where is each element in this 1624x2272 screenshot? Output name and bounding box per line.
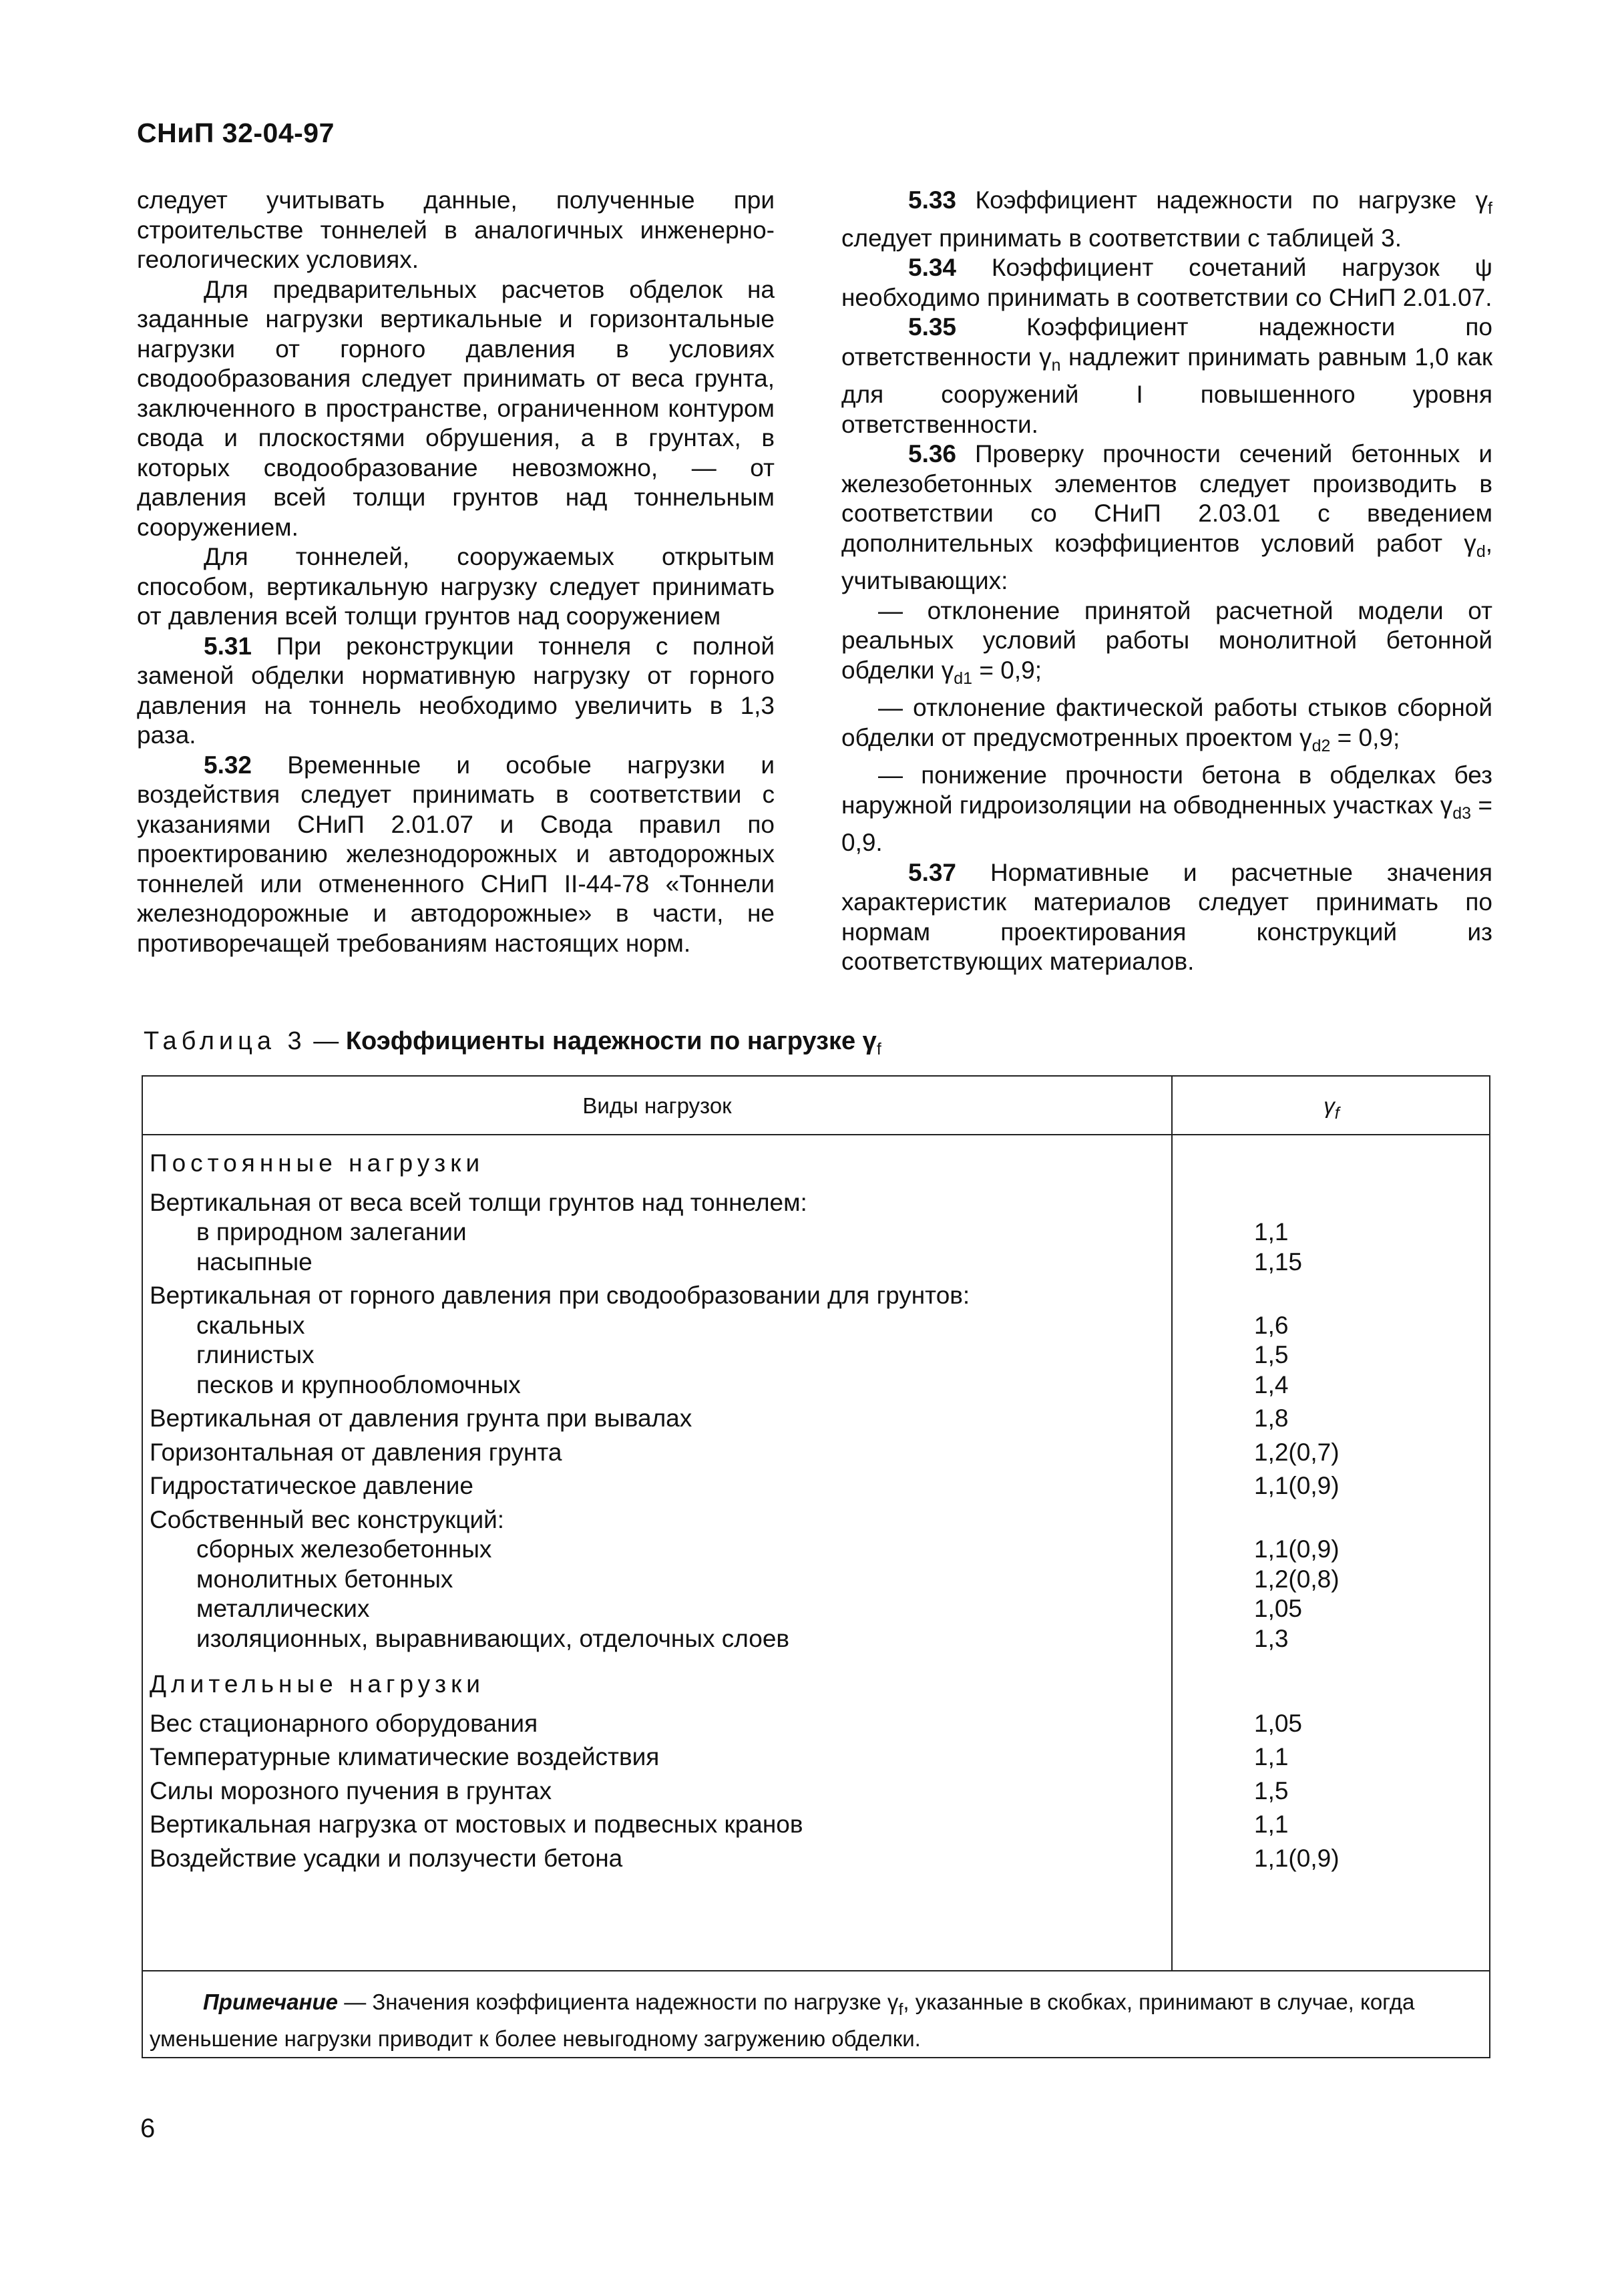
table-row xyxy=(143,1311,1489,1341)
paragraph-5-37 xyxy=(841,858,1492,977)
table-row xyxy=(143,1404,1489,1434)
list-item-d2 xyxy=(841,693,1492,761)
document-code: СНиП 32-04-97 xyxy=(137,118,335,148)
row-group xyxy=(143,1776,1489,1807)
left-text-column xyxy=(137,186,775,958)
table-row xyxy=(143,1340,1489,1370)
note-text: , указанные в скобках, принимают в случае, когда уменьшение нагрузки приводит к более невыгодному загружению обделки. xyxy=(150,1990,1415,2051)
clause-text: При реконструкции тоннеля с полной заменой обделки нормативную нагрузку от горного давления на тоннель необходимо увеличить в 1,3 раза. xyxy=(137,632,775,749)
row-label: Гидростатическое давление xyxy=(150,1472,473,1499)
list-text: = 0,9; xyxy=(972,656,1042,684)
paragraph-5-31 xyxy=(137,632,775,751)
table-row xyxy=(143,1624,1489,1654)
subscript: f xyxy=(898,2000,903,2019)
right-text-column xyxy=(841,186,1492,977)
clause-text: надлежит принимать равным 1,0 как для сооружений I повышенного уровня ответственности. xyxy=(841,343,1493,438)
section-permanent-loads: Постоянные нагрузки xyxy=(150,1149,485,1177)
row-label: монолитных бетонных xyxy=(196,1565,453,1593)
row-value: 1,2(0,8) xyxy=(1254,1565,1340,1593)
clause-text: следует принимать в соответствии с таблицей 3. xyxy=(841,224,1402,252)
row-label: Вес стационарного оборудования xyxy=(150,1709,538,1737)
row-label: глинистых xyxy=(196,1341,315,1368)
row-label: Температурные климатические воздействия xyxy=(150,1743,660,1770)
table-note xyxy=(143,1971,1489,2054)
row-value: 1,2(0,7) xyxy=(1254,1438,1340,1466)
table-row xyxy=(143,1248,1489,1278)
row-label: Воздействие усадки и ползучести бетона xyxy=(150,1844,623,1872)
table-row xyxy=(143,1281,1489,1311)
row-value: 1,5 xyxy=(1254,1341,1289,1368)
paragraph-open-method: Для тоннелей, сооружаемых открытым способом, вертикальную нагрузку следует принимать от давления всей толщи грунтов над сооружением xyxy=(137,543,775,630)
paragraph-5-35 xyxy=(841,313,1492,439)
clause-text: Коэффициент надежности по ответственности γ xyxy=(841,313,1492,371)
paragraph-preliminary-calc: Для предварительных расчетов обделок на заданные нагрузки вертикальные и горизонтальные нагрузки от горного давления в условиях сводообразования следует принимать от веса грунта, заключенного в пространстве, ограниченном контуром свода и плоскостями обрушения, а в грунтах, в которых сводообразование невозможно, — от давления всей толщи грунтов над тоннельным сооружением. xyxy=(137,275,775,541)
column-header-gamma xyxy=(1171,1093,1492,1123)
clause-number: 5.35 xyxy=(908,313,957,341)
list-text: — отклонение фактической работы стыков сборной обделки от предусмотренных проектом γ xyxy=(841,694,1492,751)
row-value: 1,1 xyxy=(1254,1811,1289,1838)
list-text: = 0,9. xyxy=(841,791,1493,856)
row-title: Собственный вес конструкций: xyxy=(150,1505,505,1533)
row-value: 1,1 xyxy=(1254,1743,1289,1770)
row-value: 1,8 xyxy=(1254,1404,1289,1432)
row-value: 1,3 xyxy=(1254,1624,1289,1652)
subscript: d2 xyxy=(1311,736,1331,755)
table-caption-dash: — xyxy=(306,1027,346,1055)
table-row xyxy=(143,1505,1489,1535)
clause-text: , учитывающих: xyxy=(841,529,1492,594)
clause-number: 5.32 xyxy=(204,751,252,779)
row-group xyxy=(143,1810,1489,1840)
row-value: 1,5 xyxy=(1254,1776,1289,1805)
clause-number: 5.36 xyxy=(908,440,957,467)
list-text: = 0,9; xyxy=(1330,723,1400,751)
table-row xyxy=(143,1742,1489,1772)
clause-text: Нормативные и расчетные значения характеристик материалов следует принимать по нормам проектирования конструкций из соответствующих материалов. xyxy=(841,858,1492,975)
row-group xyxy=(143,1709,1489,1739)
row-group xyxy=(143,1281,1489,1400)
row-label: Вертикальная нагрузка от мостовых и подвесных кранов xyxy=(150,1811,803,1838)
clause-number: 5.37 xyxy=(908,858,957,886)
paragraph-5-33 xyxy=(841,186,1492,253)
subscript: n xyxy=(1051,355,1061,375)
row-label: в природном залегании xyxy=(196,1218,467,1246)
clause-number: 5.31 xyxy=(204,632,252,660)
row-value: 1,15 xyxy=(1254,1248,1303,1276)
row-value: 1,1(0,9) xyxy=(1254,1472,1340,1499)
row-value: 1,4 xyxy=(1254,1370,1289,1398)
table-row xyxy=(143,1810,1489,1840)
row-value: 1,05 xyxy=(1254,1595,1303,1622)
subscript: d xyxy=(1476,542,1486,561)
note-text: — Значения коэффициента надежности по нагрузке γ xyxy=(338,1990,899,2014)
table-row xyxy=(143,1370,1489,1400)
row-title: Вертикальная от горного давления при сводообразовании для грунтов: xyxy=(150,1282,970,1309)
row-label: Вертикальная от давления грунта при вывалах xyxy=(150,1404,692,1432)
paragraph-5-34 xyxy=(841,253,1492,313)
row-label: скальных xyxy=(196,1311,305,1339)
clause-text: Проверку прочности сечений бетонных и железобетонных элементов следует производить в соответствии со СНиП 2.03.01 с введением дополнительных коэффициентов условий работ γ xyxy=(841,440,1492,557)
row-label: сборных железобетонных xyxy=(196,1535,492,1563)
row-value: 1,1(0,9) xyxy=(1254,1844,1340,1872)
row-value: 1,1 xyxy=(1254,1218,1289,1246)
row-group xyxy=(143,1742,1489,1772)
row-label: металлических xyxy=(196,1595,370,1622)
row-label: Силы морозного пучения в грунтах xyxy=(150,1776,552,1805)
reliability-coefficients-table xyxy=(142,1075,1490,2058)
list-text: — понижение прочности бетона в обделках без наружной гидроизоляции на обводненных участках γ xyxy=(841,761,1492,819)
table-row xyxy=(143,1565,1489,1595)
column-header-kind: Виды нагрузок xyxy=(582,1093,732,1118)
clause-text: Временные и особые нагрузки и воздействия следует принимать в соответствии с указаниями СНиП 2.01.07 и Свода правил по проектированию железнодорожных и автодорожных тоннелей или отмененного СНиП II-44-78 «Тоннели железнодорожные и автодорожные» в части, не противоречащей требованиям настоящих норм. xyxy=(137,751,775,957)
header-divider xyxy=(143,1134,1489,1135)
clause-number: 5.33 xyxy=(908,186,957,214)
table-row xyxy=(143,1188,1489,1218)
table-row xyxy=(143,1709,1489,1739)
table-row xyxy=(143,1776,1489,1807)
table-row xyxy=(143,1438,1489,1468)
subscript: f xyxy=(876,1040,881,1059)
row-group xyxy=(143,1438,1489,1468)
clause-text: Коэффициент сочетаний нагрузок ψ необходимо принимать в соответствии со СНиП 2.01.07. xyxy=(841,254,1492,311)
row-label: насыпные xyxy=(196,1248,313,1276)
subscript: f xyxy=(1334,1104,1340,1123)
table-row xyxy=(143,1535,1489,1565)
paragraph-5-32 xyxy=(137,751,775,959)
clause-text: Коэффициент надежности по нагрузке γ xyxy=(956,186,1488,214)
table-caption xyxy=(144,1027,881,1059)
row-value: 1,6 xyxy=(1254,1311,1289,1339)
table-caption-prefix: Таблица 3 xyxy=(144,1027,307,1055)
row-value: 1,1(0,9) xyxy=(1254,1535,1340,1563)
gamma-symbol: γ xyxy=(1324,1093,1335,1118)
list-item-d1 xyxy=(841,596,1492,694)
table-row xyxy=(143,1217,1489,1248)
table-row xyxy=(143,1844,1489,1874)
row-label: изоляционных, выравнивающих, отделочных слоев xyxy=(196,1624,790,1652)
row-label: песков и крупнообломочных xyxy=(196,1370,521,1398)
table-body xyxy=(143,1149,1489,1873)
row-title: Вертикальная от веса всей толщи грунтов над тоннелем: xyxy=(150,1188,807,1216)
row-group xyxy=(143,1471,1489,1501)
row-group xyxy=(143,1404,1489,1434)
paragraph-5-36 xyxy=(841,439,1492,596)
page-number: 6 xyxy=(140,2114,156,2143)
subscript: d1 xyxy=(954,669,973,688)
list-item-d3 xyxy=(841,761,1492,858)
list-text: — отклонение принятой расчетной модели от реальных условий работы монолитной бетонной обделки γ xyxy=(841,596,1492,684)
subscript: f xyxy=(1488,199,1492,218)
section-long-term-loads: Длительные нагрузки xyxy=(150,1670,485,1698)
row-value: 1,05 xyxy=(1254,1709,1303,1737)
table-caption-title: Коэффициенты надежности по нагрузке γ xyxy=(345,1027,877,1055)
row-group xyxy=(143,1505,1489,1654)
note-label: Примечание xyxy=(203,1990,339,2014)
row-label: Горизонтальная от давления грунта xyxy=(150,1438,562,1466)
row-group xyxy=(143,1844,1489,1874)
clause-number: 5.34 xyxy=(908,254,957,281)
subscript: d3 xyxy=(1452,803,1472,823)
table-row xyxy=(143,1471,1489,1501)
paragraph-continuation: следует учитывать данные, полученные при строительстве тоннелей в аналогичных инженерно-геологических условиях. xyxy=(137,186,775,273)
row-group xyxy=(143,1188,1489,1278)
table-row xyxy=(143,1594,1489,1624)
